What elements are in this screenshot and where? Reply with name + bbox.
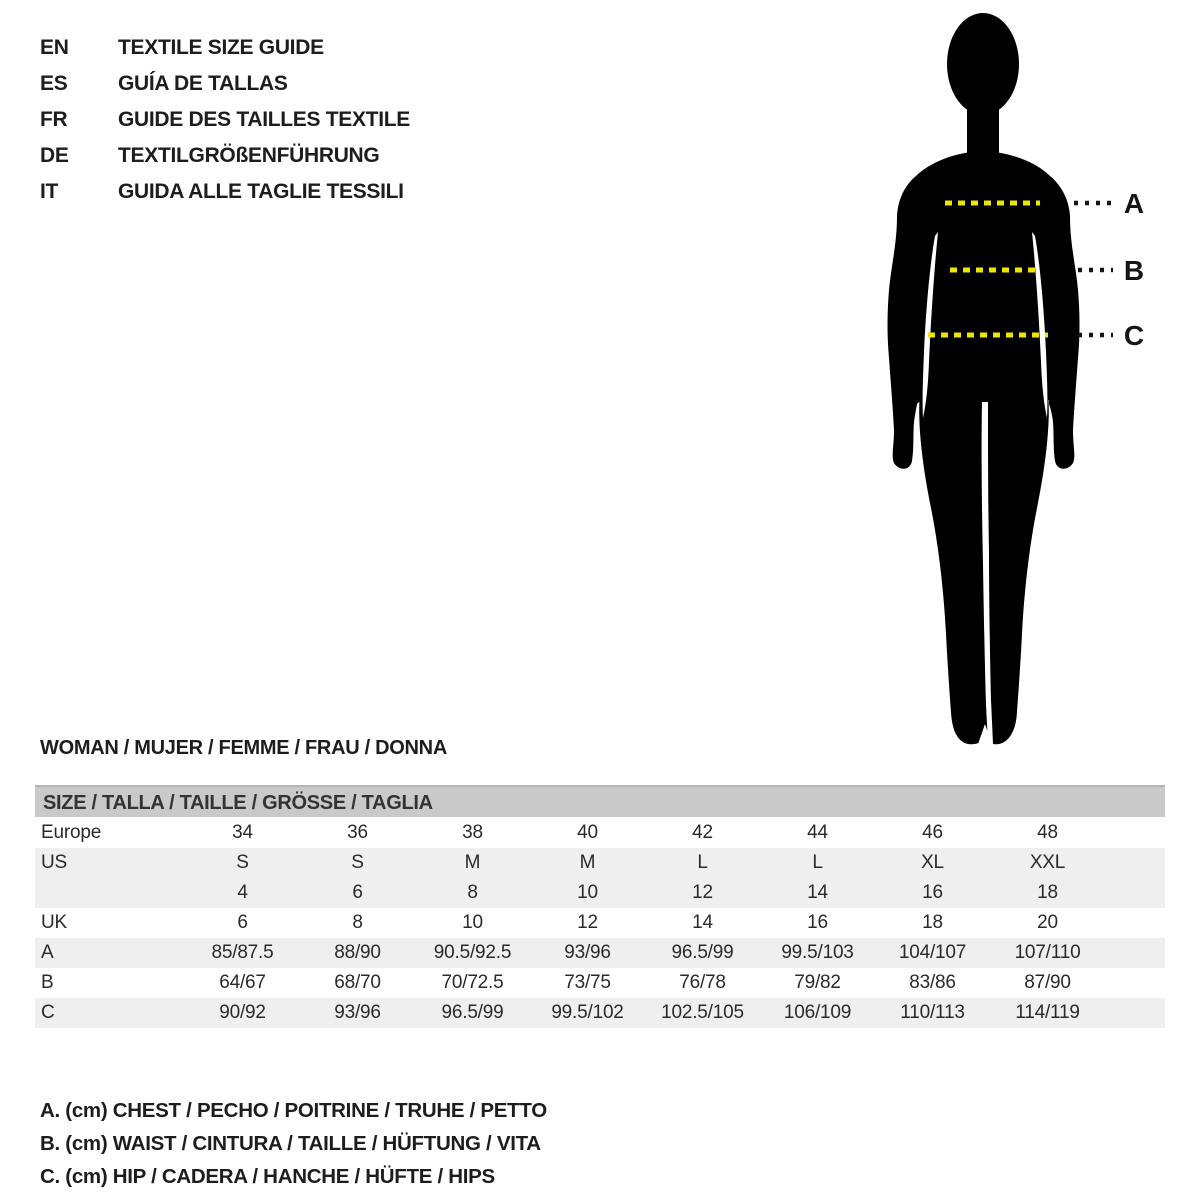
table-cell: S (351, 852, 364, 873)
marker-label-b: B (1123, 255, 1145, 286)
table-cell: 96.5/99 (441, 1002, 504, 1023)
row-label (35, 878, 185, 908)
table-cell: 88/90 (334, 942, 381, 963)
table-cell: 99.5/102 (551, 1002, 624, 1023)
table-row (35, 938, 1165, 968)
row-label: Europe (41, 822, 102, 843)
table-row (35, 848, 1165, 878)
table-spacer-cell (1105, 908, 1165, 938)
table-cell: XL (921, 852, 944, 873)
table-cell: 38 (462, 822, 483, 843)
table-cell: 90/92 (219, 1002, 266, 1023)
woman-silhouette-figure (850, 0, 1170, 750)
table-cell: L (812, 852, 823, 873)
language-row (40, 138, 410, 174)
table-spacer-cell (1105, 848, 1165, 878)
table-cell: 99.5/103 (781, 942, 854, 963)
table-row (35, 908, 1165, 938)
language-row (40, 66, 410, 102)
table-cell: M (579, 852, 596, 873)
table-cell: 40 (577, 822, 598, 843)
table-cell: 34 (232, 822, 253, 843)
table-spacer-cell (1105, 818, 1165, 848)
table-cell: M (464, 852, 481, 873)
table-cell: 6 (352, 882, 363, 903)
language-code: ES (40, 72, 68, 95)
row-label: B (41, 972, 54, 993)
table-cell: 10 (462, 912, 483, 933)
language-code: IT (40, 180, 59, 203)
table-cell: 64/67 (219, 972, 266, 993)
language-code: DE (40, 144, 69, 167)
table-cell: 107/110 (1014, 942, 1081, 963)
language-list (40, 30, 410, 210)
row-label: US (41, 852, 67, 873)
size-table-wrap (35, 785, 1165, 1028)
marker-label-c: C (1123, 320, 1145, 351)
language-row (40, 174, 410, 210)
table-cell: 48 (1037, 822, 1058, 843)
size-table-body (35, 818, 1165, 1028)
table-row (35, 878, 1165, 908)
woman-silhouette-icon (850, 0, 1170, 750)
table-cell: 44 (807, 822, 828, 843)
table-cell: 10 (577, 882, 598, 903)
size-table (35, 818, 1165, 1028)
table-cell: 104/107 (898, 942, 967, 963)
silhouette-neck (967, 92, 999, 154)
size-table-header: SIZE / TALLA / TAILLE / GRÖSSE / TAGLIA (35, 785, 1165, 817)
table-cell: 93/96 (564, 942, 611, 963)
row-label: A (41, 942, 54, 963)
language-title: GUÍA DE TALLAS (118, 72, 288, 95)
legend-item: B. (cm) WAIST / CINTURA / TAILLE / HÜFTUNG / VITA (40, 1132, 541, 1155)
language-code: FR (40, 108, 68, 131)
table-cell: 85/87.5 (211, 942, 274, 963)
marker-label-a: A (1123, 188, 1145, 219)
table-cell: 70/72.5 (441, 972, 504, 993)
table-row (35, 998, 1165, 1028)
table-cell: 18 (1037, 882, 1058, 903)
table-spacer-cell (1105, 998, 1165, 1028)
table-spacer-cell (1105, 938, 1165, 968)
table-cell: 16 (922, 882, 943, 903)
table-cell: L (697, 852, 708, 873)
table-cell: 73/75 (564, 972, 611, 993)
table-cell: 83/86 (909, 972, 956, 993)
table-cell: 14 (807, 882, 828, 903)
language-title: GUIDE DES TAILLES TEXTILE (118, 108, 410, 131)
table-cell: 8 (352, 912, 363, 933)
table-spacer-cell (1105, 878, 1165, 908)
language-title: TEXTILGRÖßENFÜHRUNG (118, 144, 380, 167)
language-row (40, 102, 410, 138)
table-cell: 76/78 (679, 972, 726, 993)
section-title: WOMAN / MUJER / FEMME / FRAU / DONNA (40, 737, 447, 759)
table-cell: 46 (922, 822, 943, 843)
table-cell: 6 (237, 912, 248, 933)
table-cell: 68/70 (334, 972, 381, 993)
language-title: GUIDA ALLE TAGLIE TESSILI (118, 180, 404, 203)
table-cell: 8 (467, 882, 478, 903)
row-label: C (41, 1002, 55, 1023)
table-cell: 42 (692, 822, 713, 843)
table-cell: 14 (692, 912, 713, 933)
table-cell: 102.5/105 (661, 1002, 744, 1023)
table-cell: 87/90 (1024, 972, 1071, 993)
legend-item: A. (cm) CHEST / PECHO / POITRINE / TRUHE / PETTO (40, 1099, 547, 1122)
language-row (40, 30, 410, 66)
language-title: TEXTILE SIZE GUIDE (118, 36, 324, 59)
table-cell: S (236, 852, 249, 873)
table-cell: 4 (237, 882, 248, 903)
table-cell: 12 (692, 882, 713, 903)
table-cell: 16 (807, 912, 828, 933)
table-row (35, 968, 1165, 998)
table-cell: 18 (922, 912, 943, 933)
table-row (35, 818, 1165, 848)
row-label: UK (41, 912, 67, 933)
table-cell: 12 (577, 912, 598, 933)
table-cell: 93/96 (334, 1002, 381, 1023)
language-code: EN (40, 36, 69, 59)
table-spacer-cell (1105, 968, 1165, 998)
table-cell: 20 (1037, 912, 1058, 933)
table-cell: 96.5/99 (671, 942, 734, 963)
table-cell: 110/113 (900, 1002, 965, 1023)
measurement-legend (40, 1094, 547, 1193)
table-cell: XXL (1029, 852, 1066, 873)
table-cell: 36 (347, 822, 368, 843)
table-cell: 79/82 (794, 972, 841, 993)
table-cell: 90.5/92.5 (433, 942, 512, 963)
legend-item: C. (cm) HIP / CADERA / HANCHE / HÜFTE / HIPS (40, 1165, 495, 1188)
table-cell: 106/109 (783, 1002, 852, 1023)
table-cell: 114/119 (1015, 1002, 1080, 1023)
